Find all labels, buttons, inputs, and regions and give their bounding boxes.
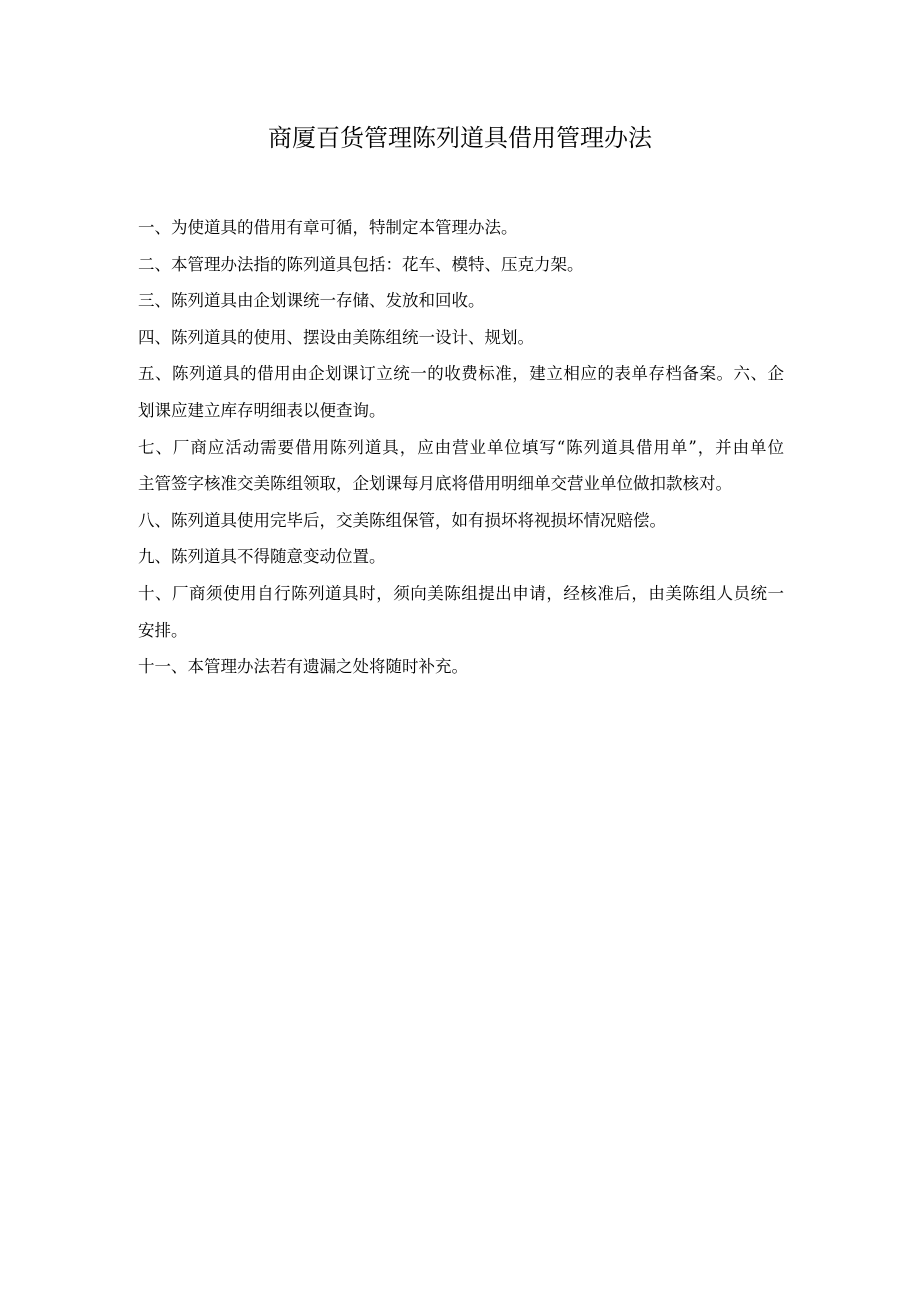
paragraph-3 [138,283,784,320]
paragraph-line: 划课应建立库存明细表以便查询。 [138,400,386,420]
document-title: 商厦百货管理陈列道具借用管理办法 [268,124,652,152]
paragraph-line: 主管签字核准交美陈组领取，企划课每月底将借用明细单交营业单位做扣款核对。 [138,474,732,494]
paragraph-11 [138,649,784,686]
paragraph-line: 二、本管理办法指的陈列道具包括：花车、模特、压克力架。 [138,254,584,274]
paragraph-line: 安排。 [138,620,188,640]
paragraph-line: 十、厂商须使用自行陈列道具时，须向美陈组提出申请，经核准后，由美陈组人员统一 [138,583,784,603]
paragraph-line: 八、陈列道具使用完毕后，交美陈组保管，如有损坏将视损坏情况赔偿。 [138,510,666,530]
document-body [138,210,784,686]
paragraph-5 [138,356,784,429]
paragraph-1 [138,210,784,247]
paragraph-2 [138,247,784,284]
paragraph-line: 九、陈列道具不得随意变动位置。 [138,547,386,567]
paragraph-8 [138,503,784,540]
paragraph-4 [138,320,784,357]
paragraph-9 [138,539,784,576]
paragraph-line: 四、陈列道具的使用、摆设由美陈组统一设计、规划。 [138,327,534,347]
paragraph-line: 三、陈列道具由企划课统一存储、发放和回收。 [138,291,485,311]
paragraph-line: 七、厂商应活动需要借用陈列道具，应由营业单位填写“陈列道具借用单”，并由单位 [138,437,784,457]
paragraph-line: 五、陈列道具的借用由企划课订立统一的收费标准，建立相应的表单存档备案。六、企 [138,364,784,384]
paragraph-line: 一、为使道具的借用有章可循，特制定本管理办法。 [138,218,518,237]
paragraph-7 [138,430,784,503]
paragraph-line: 十一、本管理办法若有遗漏之处将随时补充。 [138,657,468,677]
paragraph-10 [138,576,784,649]
